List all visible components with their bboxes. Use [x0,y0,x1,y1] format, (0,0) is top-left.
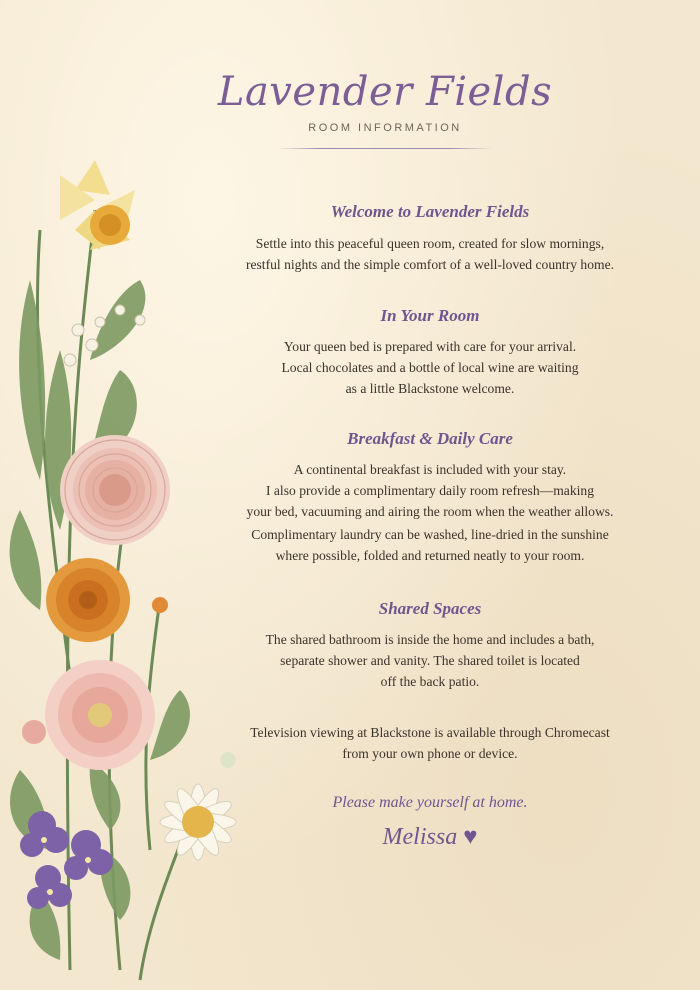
section-body-breakfast [160,459,700,566]
breakfast-line: A continental breakfast is included with your stay. [293,462,567,477]
section-title-room: In Your Room [380,306,480,325]
section-body-welcome [160,233,700,275]
header-divider [277,148,493,149]
room-line: Your queen bed is prepared with care for your arrival. [283,339,577,354]
section-television [160,722,700,764]
room-line: as a little Blackstone welcome. [345,381,515,396]
shared-line: separate shower and vanity. The shared toilet is located [280,653,580,668]
shared-line: off the back patio. [380,674,480,689]
room-line: Local chocolates and a bottle of local wine are waiting [281,360,579,375]
section-title-welcome: Welcome to Lavender Fields [330,202,530,221]
section-breakfast [160,428,700,566]
tv-line: Television viewing at Blackstone is available through Chromecast [250,725,610,740]
closing [160,792,700,851]
header [180,62,590,149]
section-room [160,305,700,399]
welcome-line: restful nights and the simple comfort of a well-loved country home. [245,257,615,272]
welcome-line: Settle into this peaceful queen room, created for slow mornings, [255,236,605,251]
breakfast-line: where possible, folded and returned neatly to your room. [275,548,585,563]
section-shared [160,598,700,692]
section-welcome [160,201,700,275]
breakfast-line: Complimentary laundry can be washed, line-dried in the sunshine [251,527,609,542]
closing-line: Please make yourself at home. [332,794,528,811]
shared-line: The shared bathroom is inside the home and includes a bath, [265,632,595,647]
floral-illustration [0,150,260,990]
page-subtitle: ROOM INFORMATION [308,122,462,134]
section-body-shared [160,629,700,692]
breakfast-line: I also provide a complimentary daily room refresh—making [265,483,595,498]
section-body-television [160,722,700,764]
section-title-breakfast: Breakfast & Daily Care [347,429,513,448]
breakfast-line: your bed, vacuuming and airing the room when the weather allows. [246,504,614,519]
section-title-shared: Shared Spaces [378,599,482,618]
signature: Melissa ♥ [382,824,478,850]
section-body-room [160,336,700,399]
brand-title: Lavender Fields [217,69,553,115]
tv-line: from your own phone or device. [342,746,518,761]
